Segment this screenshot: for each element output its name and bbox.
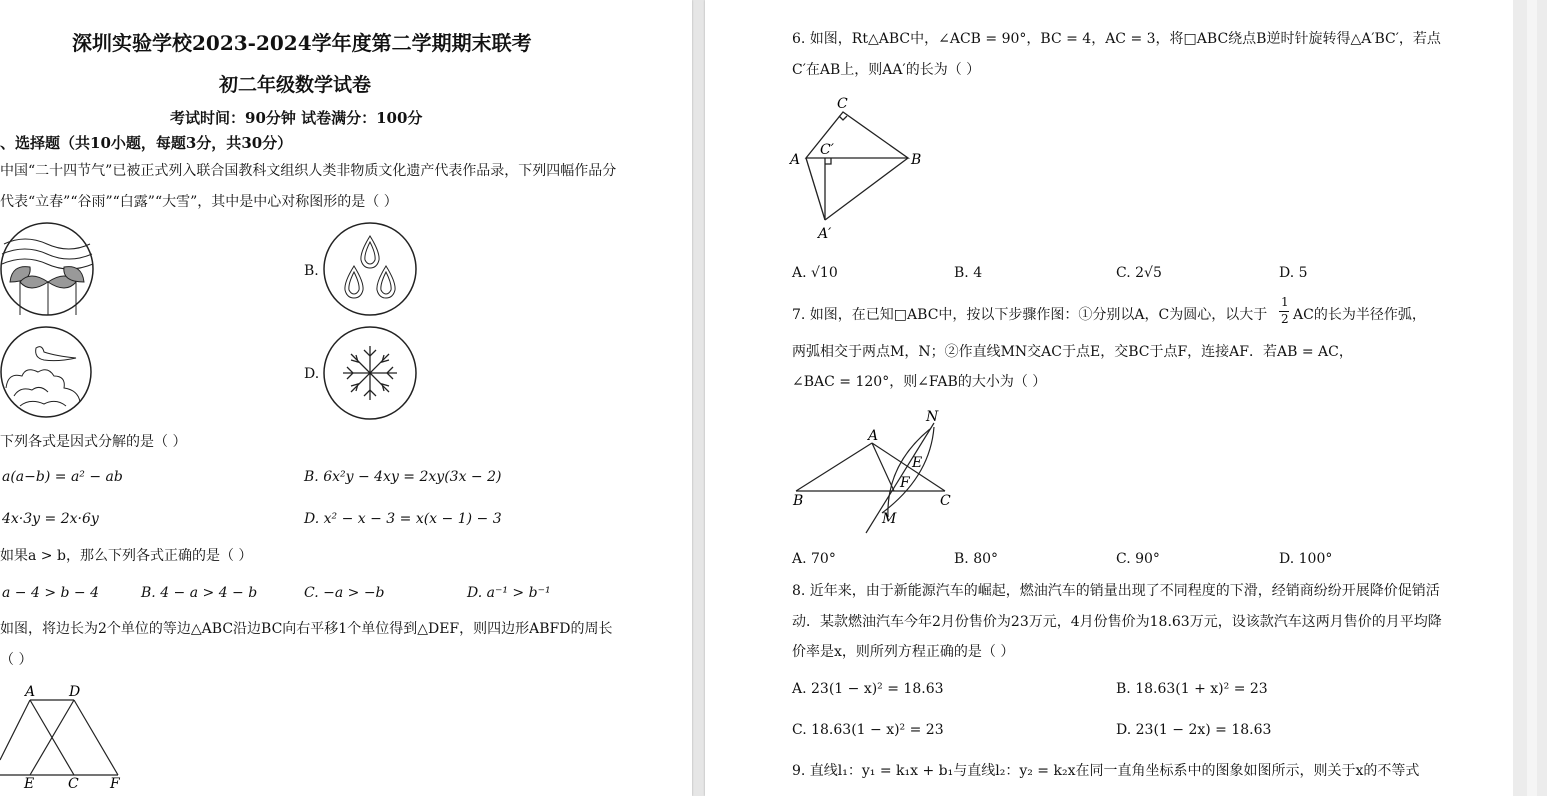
q1-option-d-label: D. [304, 366, 320, 382]
q7-option-c: C. 90° [1116, 551, 1160, 567]
q8-option-d: D. 23(1 − 2x) = 18.63 [1116, 722, 1272, 738]
q8-stem-line2: 动．某款燃油汽车今年2月份售价为23万元，4月份售价为18.63万元，设该款汽车这两月售价的月平均降 [792, 614, 1442, 630]
q7-label-a: A [868, 428, 879, 444]
document-page-right [705, 0, 1513, 796]
q7-stem-line1-before: 7. 如图，在已知□ABC中，按以下步骤作图：①分别以A，C为圆心，以大于 [792, 307, 1268, 323]
q6-option-c: C. 2√5 [1116, 265, 1162, 281]
q4-label-f: F [110, 776, 120, 792]
q6-option-a: A. √10 [792, 265, 838, 281]
q6-label-a-prime: A′ [818, 226, 832, 242]
q6-label-a: A [790, 152, 801, 168]
scrollbar-thumb[interactable] [1527, 0, 1537, 796]
q7-label-n: N [926, 409, 939, 425]
q9-stem-line1: 9. 直线l₁：y₁ = k₁x + b₁与直线l₂：y₂ = k₂x在同一直角坐标系中的图象如图所示，则关于x的不等式 [792, 763, 1420, 779]
q4-label-e: E [24, 776, 35, 792]
exam-title: 深圳实验学校2023-2024学年度第二学期期末联考 [72, 31, 532, 55]
exam-info: 考试时间：90分钟 试卷满分：100分 [170, 109, 423, 127]
q6-stem-line2: C′在AB上，则AA′的长为（ ） [792, 62, 981, 78]
q6-label-b: B [911, 152, 922, 168]
q2-option-c: 4x·3y = 2x·6y [2, 511, 99, 527]
q4-label-a: A [25, 684, 36, 700]
solar-term-bailu-image [0, 326, 96, 422]
q3-option-c: C. −a > −b [304, 585, 385, 601]
q1-stem-line1: 中国“二十四节气”已被正式列入联合国教科文组织人类非物质文化遗产代表作品录，下列四幅作品分 [0, 163, 617, 179]
q7-label-f: F [900, 475, 910, 491]
q3-option-d: D. a⁻¹ > b⁻¹ [467, 585, 551, 601]
exam-subtitle: 初二年级数学试卷 [219, 74, 372, 96]
q7-construction-figure [790, 405, 960, 540]
solar-term-guyu-image [322, 222, 420, 318]
q8-option-c: C. 18.63(1 − x)² = 23 [792, 722, 944, 738]
q8-stem-line3: 价率是x，则所列方程正确的是（ ） [792, 644, 1015, 660]
q7-stem-line2: 两弧相交于两点M，N；②作直线MN交AC于点E，交BC于点F，连接AF．若AB = AC， [792, 344, 1353, 360]
q7-option-d: D. 100° [1279, 551, 1333, 567]
q7-stem-line3: ∠BAC = 120°，则∠FAB的大小为（ ） [792, 374, 1047, 390]
q8-option-a: A. 23(1 − x)² = 18.63 [792, 681, 944, 697]
q6-label-c: C [837, 96, 848, 112]
q6-option-d: D. 5 [1279, 265, 1308, 281]
q3-stem: 如果a > b，那么下列各式正确的是（ ） [0, 548, 253, 564]
q8-stem-line1: 8. 近年来，由于新能源汽车的崛起，燃油汽车的销量出现了不同程度的下滑，经销商纷纷开展降价促销活 [792, 583, 1440, 599]
q4-translation-figure [0, 684, 130, 794]
q6-stem-line1: 6. 如图，Rt△ABC中，∠ACB = 90°，BC = 4，AC = 3，将□ABC绕点B逆时针旋转得△A′BC′，若点 [792, 31, 1441, 47]
q7-label-e: E [912, 455, 923, 471]
q2-option-b: B. 6x²y − 4xy = 2xy(3x − 2) [304, 469, 502, 485]
q4-stem-line2: （ ） [0, 652, 33, 668]
q8-option-b: B. 18.63(1 + x)² = 23 [1116, 681, 1268, 697]
q2-option-d: D. x² − x − 3 = x(x − 1) − 3 [304, 511, 502, 527]
q2-option-a: a(a−b) = a² − ab [2, 469, 123, 485]
section-title: 、选择题（共10小题，每题3分，共30分） [0, 134, 293, 152]
q6-option-b: B. 4 [954, 265, 983, 281]
q7-label-c: C [940, 493, 951, 509]
document-page-left [0, 0, 692, 796]
q7-stem-line1-after: AC的长为半径作弧， [1293, 307, 1426, 323]
solar-term-daxue-image [322, 326, 420, 422]
q6-rotation-figure [790, 92, 930, 242]
q4-stem-line1: 如图，将边长为2个单位的等边△ABC沿边BC向右平移1个单位得到△DEF，则四边形ABFD的周长 [0, 621, 613, 637]
q7-fraction-denominator: 2 [1281, 312, 1289, 326]
q1-option-b-label: B. [304, 263, 319, 279]
q7-option-b: B. 80° [954, 551, 999, 567]
q7-fraction-numerator: 1 [1281, 295, 1289, 309]
q1-stem-line2: 代表“立春”“谷雨”“白露”“大雪”，其中是中心对称图形的是（ ） [0, 194, 398, 210]
q3-option-a: a − 4 > b − 4 [2, 585, 100, 601]
q3-option-b: B. 4 − a > 4 − b [141, 585, 258, 601]
q6-label-c-prime: C′ [820, 142, 834, 158]
q2-stem: 下列各式是因式分解的是（ ） [0, 434, 187, 450]
q4-label-d: D [69, 684, 81, 700]
solar-term-lichun-image [0, 222, 100, 318]
q7-option-a: A. 70° [792, 551, 836, 567]
q4-label-c: C [68, 776, 79, 792]
q7-label-m: M [882, 511, 897, 527]
q7-label-b: B [793, 493, 804, 509]
